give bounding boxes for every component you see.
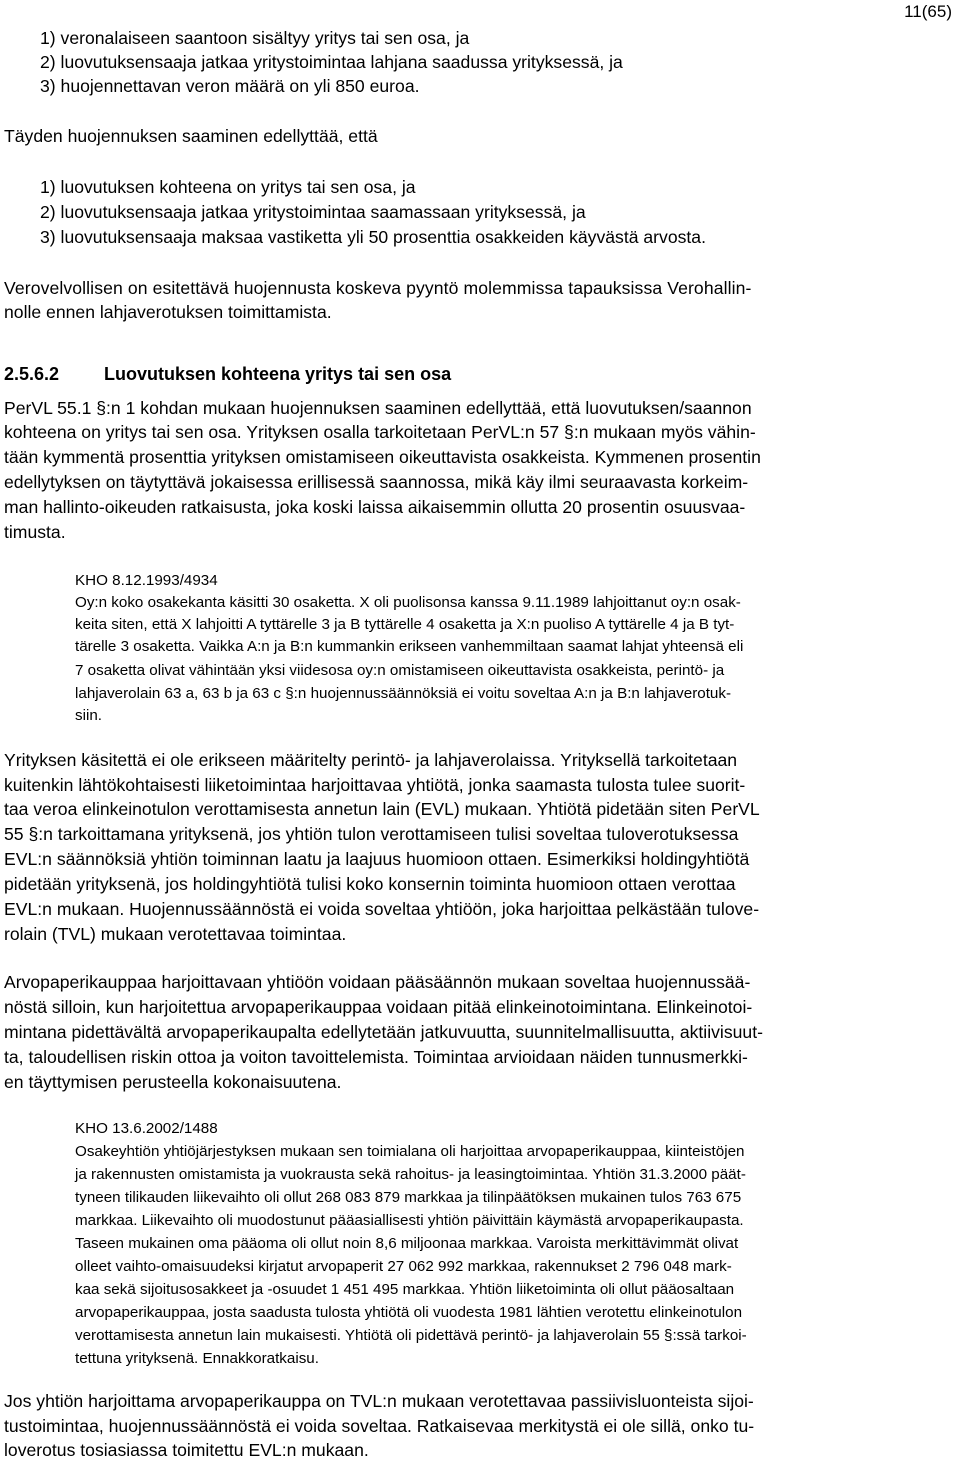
paragraph-pervl-line: timusta.: [4, 522, 66, 542]
case-line: kaa sekä sijoitusosakkeet ja -osuudet 1 451 495 markkaa. Yhtiön liiketoiminta oli ollut pääosaltaan: [75, 1281, 735, 1298]
paragraph-yritys-line: kuitenkin lähtökohtaisesti liiketoimintaa harjoittavaa yhtiötä, jonka saamasta tulosta tulee suorit-: [4, 775, 746, 795]
paragraph-arvopaperi-line: nöstä silloin, kun harjoitettua arvopaperikauppaa voidaan pitää elinkeinotoimintana. Elinkeinotoi-: [4, 997, 753, 1017]
list2-item: 2) luovutuksensaaja jatkaa yritystoimintaa saamassaan yrityksessä, ja: [40, 202, 586, 222]
case-title: KHO 8.12.1993/4934: [75, 572, 218, 589]
case-line: olleet vaihto-omaisuudeksi kirjatut arvopaperit 27 062 992 markkaa, rakennukset 2 796 048 mark-: [75, 1258, 732, 1275]
paragraph-tvl-line: loverotus tosiasiassa toimitettu EVL:n mukaan.: [4, 1440, 369, 1460]
paragraph-pervl-line: tään kymmentä prosenttia yrityksen omistamiseen oikeuttavista osakkeista. Kymmenen prosentin: [4, 447, 761, 467]
case-line: Osakeyhtiön yhtiöjärjestyksen mukaan sen toimialana oli harjoittaa arvopaperikauppaa, kiinteistöjen: [75, 1143, 745, 1160]
paragraph-pervl-line: man hallinto-oikeuden ratkaisusta, joka koski laissa aikaisemmin ollutta 20 prosentin osuusvaa-: [4, 497, 746, 517]
paragraph-yritys-line: EVL:n mukaan. Huojennussäännöstä ei voida soveltaa yhtiöön, joka harjoittaa pelkästään tulove-: [4, 899, 760, 919]
case-line: Oy:n koko osakekanta käsitti 30 osaketta. X oli puolisonsa kanssa 9.11.1989 lahjoittanut oy:n osak-: [75, 594, 741, 611]
paragraph-pervl-line: PerVL 55.1 §:n 1 kohdan mukaan huojennuksen saaminen edellyttää, että luovutuksen/saannon: [4, 398, 752, 418]
section-title: Luovutuksen kohteena yritys tai sen osa: [104, 364, 452, 384]
case-line: markkaa. Liikevaihto oli muodostunut pääasiallisesti yhtiön päivittäin käymästä arvopaperikaupasta.: [75, 1212, 744, 1229]
paragraph-arvopaperi-line: mintana pidettävältä arvopaperikaupalta edellytetään jatkuvuutta, suunnitelmallisuutta, aktiivisuut-: [4, 1022, 763, 1042]
case-line: 7 osaketta olivat vähintään yksi viidesosa oy:n omistamiseen oikeuttavista osakkeista, perintö- ja: [75, 662, 725, 679]
paragraph-arvopaperi-line: en täyttymisen perusteella kokonaisuutena.: [4, 1072, 342, 1092]
list1-item: 1) veronalaiseen saantoon sisältyy yritys tai sen osa, ja: [40, 28, 470, 48]
list2-item: 1) luovutuksen kohteena on yritys tai sen osa, ja: [40, 177, 416, 197]
case-line: tyneen tilikauden liikevaihto oli ollut 268 083 879 markkaa ja tilinpäätöksen mukainen tulos 763 675: [75, 1189, 742, 1206]
paragraph-yritys-line: Yrityksen käsitettä ei ole erikseen määritelty perintö- ja lahjaverolaissa. Yrityksellä tarkoitetaan: [4, 750, 738, 770]
case-line: keita siten, että X lahjoitti A tyttärelle 3 ja B tyttärelle 4 osaketta ja X:n puoliso A tyttärelle 4 ja B tyt-: [75, 616, 735, 633]
paragraph-pyynto-line: nolle ennen lahjaverotuksen toimittamista.: [4, 302, 332, 322]
paragraph-arvopaperi-line: ta, taloudellisen riskin ottoa ja voiton tavoittelemista. Toimintaa arvioidaan näiden tunnusmerkki-: [4, 1047, 748, 1067]
paragraph-yritys-line: taa veroa elinkeinotulon verottamisesta annetun lain (EVL) mukaan. Yhtiötä pidetään siten PerVL: [4, 799, 760, 819]
list2-item: 3) luovutuksensaaja maksaa vastiketta yli 50 prosenttia osakkeiden käyvästä arvosta.: [40, 227, 706, 247]
case-line: verottamisesta annetun lain mukaisesti. Yhtiötä oli pidettävä perintö- ja lahjaverolain 55 §:ssä tarkoi-: [75, 1327, 747, 1344]
paragraph-arvopaperi-line: Arvopaperikauppaa harjoittavaan yhtiöön voidaan pääsäännön mukaan soveltaa huojennussää-: [4, 972, 751, 992]
paragraph-yritys-line: EVL:n säännöksiä yhtiön toiminnan laatu ja laajuus huomioon ottaen. Esimerkiksi holdingyhtiötä: [4, 849, 750, 869]
paragraph-taysi-intro: Täyden huojennuksen saaminen edellyttää, että: [4, 126, 378, 146]
case-line: arvopaperikauppaa, josta saadusta tulosta yhtiötä oli vuodesta 1981 lähtien verotettu elinkeinotulon: [75, 1304, 743, 1321]
paragraph-pervl-line: edellytyksen on täytyttävä jokaisessa erillisessä saannossa, mikä käy ilmi seuraavasta korkeim-: [4, 472, 749, 492]
paragraph-yritys-line: pidetään yrityksenä, jos holdingyhtiötä tulisi koko konsernin toiminta huomioon ottaen verottaa: [4, 874, 736, 894]
case-line: ja rakennusten omistamista ja vuokrausta sekä rahoitus- ja leasingtoimintaa. Yhtiön 31.3.2000 päät-: [75, 1166, 746, 1183]
case-line: Taseen mukainen oma pääoma oli ollut noin 8,6 miljoonaa markkaa. Varoista merkittävimmät olivat: [75, 1235, 739, 1252]
paragraph-pyynto-line: Verovelvollisen on esitettävä huojennusta koskeva pyyntö molemmissa tapauksissa Verohallin-: [4, 278, 752, 298]
case-line: lahjaverolain 63 a, 63 b ja 63 c §:n huojennussäännöksiä ei voitu soveltaa A:n ja B:n lahjaverotuk-: [75, 685, 732, 702]
paragraph-tvl-line: Jos yhtiön harjoittama arvopaperikauppa on TVL:n mukaan verotettavaa passiivisluonteista sijoi-: [4, 1391, 754, 1411]
case-line: siin.: [75, 707, 103, 724]
paragraph-yritys-line: rolain (TVL) mukaan verotettavaa toimintaa.: [4, 924, 347, 944]
case-line: tärelle 3 osaketta. Vaikka A:n ja B:n kummankin erikseen vanhemmiltaan saamat lahjat yhteensä eli: [75, 638, 744, 655]
case-title: KHO 13.6.2002/1488: [75, 1120, 218, 1137]
list1-item: 3) huojennettavan veron määrä on yli 850 euroa.: [40, 76, 420, 96]
section-number: 2.5.6.2: [4, 364, 60, 384]
case-line: tettuna yrityksenä. Ennakkoratkaisu.: [75, 1350, 319, 1367]
list1-item: 2) luovutuksensaaja jatkaa yritystoimintaa lahjana saadussa yrityksessä, ja: [40, 52, 623, 72]
paragraph-pervl-line: kohteena on yritys tai sen osa. Yrityksen osalla tarkoitetaan PerVL:n 57 §:n mukaan myös vähin-: [4, 422, 756, 442]
paragraph-tvl-line: tustoimintaa, huojennussäännöstä ei voida soveltaa. Ratkaisevaa merkitystä ei ole sillä, onko tu-: [4, 1416, 755, 1436]
page-number: 11(65): [904, 2, 952, 21]
paragraph-yritys-line: 55 §:n tarkoittamana yrityksenä, jos yhtiön tulon verottamiseen tulisi soveltaa tuloverotuksessa: [4, 824, 739, 844]
